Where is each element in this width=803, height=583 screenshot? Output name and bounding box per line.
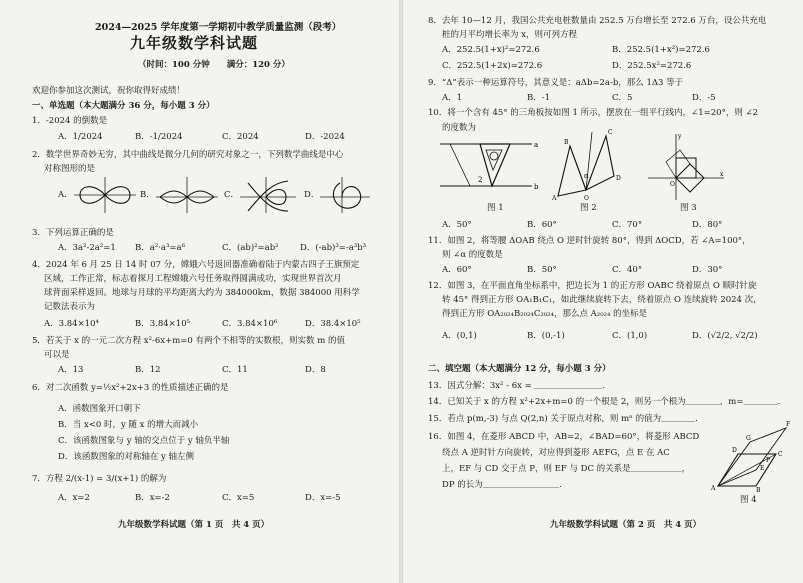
q12-line1: 12．如图 3，在平面直角坐标系中，把边长为 1 的正方形 OABC 绕着原点 O 顺时针旋 <box>428 281 757 291</box>
q12-line2: 转 45° 得到正方形 OA₁B₁C₁，如此继续旋转下去，绕着原点 O 连续旋转 2024 次， <box>442 295 762 305</box>
q12-option-d: D．(√2/2, √2/2) <box>692 331 758 341</box>
q16-line2: 绕点 A 逆时针方向旋转，对应得到菱形 AEFG，点 E 在 AC <box>442 448 670 458</box>
q9-option-c: C．5 <box>612 93 633 103</box>
q11-option-b: B．50° <box>527 265 557 275</box>
svg-text:B: B <box>756 487 761 494</box>
q7-option-c: C．x=5 <box>222 493 255 503</box>
q16-line3: 上，EF 与 CD 交于点 P，则 EF 与 DC 的关系是＿＿＿＿＿＿， <box>442 464 691 474</box>
q8-option-c: C．252.5(1+2x)=272.6 <box>442 61 543 71</box>
q6-option-c: C．该函数图象与 y 轴的交点位于 y 轴负半轴 <box>58 436 230 446</box>
q2-line1: 2．数学世界奇妙无穷，其中曲线是微分几何的研究对象之一，下列数学曲线是中心 <box>32 150 344 160</box>
svg-text:x: x <box>720 171 724 178</box>
page2-footer: 九年级数学科试题（第 2 页 共 4 页） <box>550 520 702 530</box>
q9-option-a: A．1 <box>442 93 463 103</box>
q13-text: 13．因式分解：3x² - 6x = ＿＿＿＿＿＿＿＿. <box>428 381 606 391</box>
q4-option-c: C．3.84×10⁶ <box>222 319 278 329</box>
q4-line4: 记数法表示为 <box>44 302 96 312</box>
svg-text:E: E <box>760 465 765 472</box>
svg-text:D: D <box>616 175 621 182</box>
q1-option-b: B．-1/2024 <box>135 132 183 142</box>
q2-curve-c-figure <box>240 177 296 213</box>
q7-stem: 7．方程 2/(x-1) = 3/(x+1) 的解为 <box>32 474 167 484</box>
figure-2-rotated-triangles <box>548 126 626 202</box>
q7-option-d: D．x=-5 <box>305 493 341 503</box>
svg-text:α: α <box>584 172 589 180</box>
figure-1-caption: 图 1 <box>487 203 504 213</box>
svg-text:A: A <box>711 485 716 492</box>
q10-line2: 的度数为 <box>442 123 477 133</box>
page1-footer: 九年级数学科试题（第 1 页 共 4 页） <box>118 520 270 530</box>
q4-option-a: A．3.84×10⁴ <box>44 319 99 329</box>
q11-option-d: D．30° <box>692 265 723 275</box>
q10-option-d: D．80° <box>692 220 723 230</box>
q8-line1: 8．去年 10—12 月，我国公共充电桩数量由 252.5 万台增长至 272.6 万台，设公共充电 <box>428 16 767 26</box>
welcome-text: 欢迎你参加这次测试，祝你取得好成绩！ <box>32 86 186 96</box>
q14-text: 14．已知关于 x 的方程 x²+2x+m=0 的一个根是 2，则另一个根为＿＿＿＿，m=＿＿＿＿. <box>428 397 781 407</box>
figure-3-coordinate-squares <box>646 132 726 202</box>
q10-option-b: B．60° <box>527 220 557 230</box>
q6-stem: 6．对二次函数 y=½x²+2x+3 的性质描述正确的是 <box>32 383 229 393</box>
q2-option-b: B． <box>140 190 155 200</box>
figure-3-caption: 图 3 <box>680 203 697 213</box>
q4-option-d: D．38.4×10⁵ <box>305 319 361 329</box>
svg-text:B: B <box>564 139 569 146</box>
q5-line1: 5．若关于 x 的一元二次方程 x²-6x+m=0 有两个不相等的实数根，则实数 m 的值 <box>32 336 345 346</box>
q8-option-b: B．252.5(1+x²)=272.6 <box>612 45 710 55</box>
q3-option-c: C．(ab)²=ab² <box>222 243 279 253</box>
q16-line4: DP 的长为＿＿＿＿＿＿＿＿＿. <box>442 480 562 490</box>
q7-option-b: B．x=-2 <box>135 493 170 503</box>
q6-option-b: B．当 x<0 时，y 随 x 的增大而减小 <box>58 420 199 430</box>
svg-text:G: G <box>746 435 751 442</box>
q8-option-a: A．252.5(1+x)²=272.6 <box>442 45 540 55</box>
q10-option-a: A．50° <box>442 220 472 230</box>
q12-option-c: C．(1,0) <box>612 331 648 341</box>
svg-text:P: P <box>766 457 771 464</box>
exam-title: 九年级数学科试题 <box>130 34 259 52</box>
q6-option-d: D．该函数图象的对称轴在 y 轴左侧 <box>58 452 195 462</box>
q11-option-c: C．40° <box>612 265 643 275</box>
figure-1-triangle-parallel-lines <box>440 136 539 200</box>
q2-option-a: A． <box>58 190 73 200</box>
q10-line1: 10．将一个含有 45° 的三角板按如图 1 所示，摆放在一组平行线内，∠1=20°，则 ∠2 <box>428 108 759 118</box>
q4-line1: 4．2024 年 6 月 25 日 14 时 07 分，嫦娥六号返回器准确着陆于内蒙古四子王旗预定 <box>32 260 360 270</box>
q12-option-a: A．(0,1) <box>442 331 477 341</box>
q11-line1: 11．如图 2，将等腰 ΔOAB 绕点 O 逆时针旋转 80°，得到 ΔOCD，若 ∠A=100°， <box>428 236 751 246</box>
svg-text:O: O <box>670 181 675 188</box>
svg-text:C: C <box>778 451 783 458</box>
q12-option-b: B．(0,-1) <box>527 331 565 341</box>
q16-line1: 16．如图 4，在菱形 ABCD 中，AB=2，∠BAD=60°，将菱形 ABCD <box>428 432 700 442</box>
q2-option-c: C． <box>224 190 240 200</box>
svg-text:F: F <box>786 421 791 428</box>
q10-option-c: C．70° <box>612 220 643 230</box>
q4-option-b: B．3.84×10⁵ <box>135 319 191 329</box>
q1-option-d: D．-2024 <box>305 132 345 142</box>
q9-stem: 9．“Δ”表示一种运算符号，其意义是：aΔb=2a-b，那么 1Δ3 等于 <box>428 78 684 88</box>
q3-option-a: A．3a²-2a²=1 <box>58 243 116 253</box>
q1-stem: 1．-2024 的倒数是 <box>32 116 108 126</box>
figure-2-caption: 图 2 <box>580 203 597 213</box>
q1-option-a: A．1/2024 <box>58 132 103 142</box>
svg-text:y: y <box>678 133 682 140</box>
exam-meta: （时间：100 分钟 满分：120 分） <box>138 60 290 70</box>
q2-curve-d-figure <box>320 177 370 213</box>
q9-option-b: B．-1 <box>527 93 551 103</box>
svg-text:2: 2 <box>478 176 483 184</box>
q1-option-c: C．2024 <box>222 132 259 142</box>
q4-line3: 球背面采样返回。地球与月球的平均距离大约为 384000km，数据 384000 用科学 <box>44 288 360 298</box>
q2-curve-b-figure <box>156 177 218 213</box>
svg-text:A: A <box>552 195 557 202</box>
q8-option-d: D．252.5x²=272.6 <box>612 61 692 71</box>
q8-line2: 桩的月平均增长率为 x，则可列方程 <box>442 30 577 40</box>
q2-option-d: D． <box>304 190 320 200</box>
figure-4-caption: 图 4 <box>740 495 757 505</box>
svg-text:a: a <box>534 141 539 149</box>
page-2 <box>402 0 803 583</box>
q5-option-a: A．13 <box>58 365 84 375</box>
q5-line2: 可以是 <box>44 350 70 360</box>
page-1 <box>0 0 400 583</box>
q15-text: 15．若点 p(m,-3) 与点 Q(2,n) 关于原点对称，则 mⁿ 的值为＿＿＿＿. <box>428 414 698 424</box>
svg-text:C: C <box>608 129 613 136</box>
q12-line3: 得到正方形 OA₂₀₂₄B₂₀₂₄C₂₀₂₄，那么点 A₂₀₂₄ 的坐标是 <box>442 309 648 319</box>
exam-subtitle: 2024—2025 学年度第一学期初中教学质量监测（段考） <box>95 22 342 33</box>
svg-text:O: O <box>584 195 589 202</box>
q7-option-a: A．x=2 <box>58 493 90 503</box>
section2-heading: 二、填空题（本大题满分 12 分，每小题 3 分） <box>428 364 611 374</box>
svg-text:b: b <box>534 183 539 191</box>
figure-4-rhombus <box>710 418 794 492</box>
q4-line2: 区域，工作正常，标志着探月工程嫦娥六号任务取得圆满成功，实现世界首次月 <box>44 274 342 284</box>
q11-line2: 则 ∠α 的度数是 <box>442 250 503 260</box>
section1-heading: 一、单选题（本大题满分 36 分，每小题 3 分） <box>32 101 215 111</box>
q3-stem: 3．下列运算正确的是 <box>32 228 114 238</box>
q3-option-d: D．(-ab)³=-a³b³ <box>300 243 367 253</box>
q6-option-a: A．函数图象开口朝下 <box>58 404 141 414</box>
q5-option-d: D．8 <box>305 365 326 375</box>
q5-option-b: B．12 <box>135 365 161 375</box>
svg-text:D: D <box>732 447 737 454</box>
q3-option-b: B．a²·a³=a⁶ <box>135 243 185 253</box>
q2-line2: 对称图形的是 <box>44 164 96 174</box>
q9-option-d: D．-5 <box>692 93 716 103</box>
q5-option-c: C．11 <box>222 365 248 375</box>
q2-curve-a-figure <box>74 177 136 213</box>
q11-option-a: A．60° <box>442 265 472 275</box>
